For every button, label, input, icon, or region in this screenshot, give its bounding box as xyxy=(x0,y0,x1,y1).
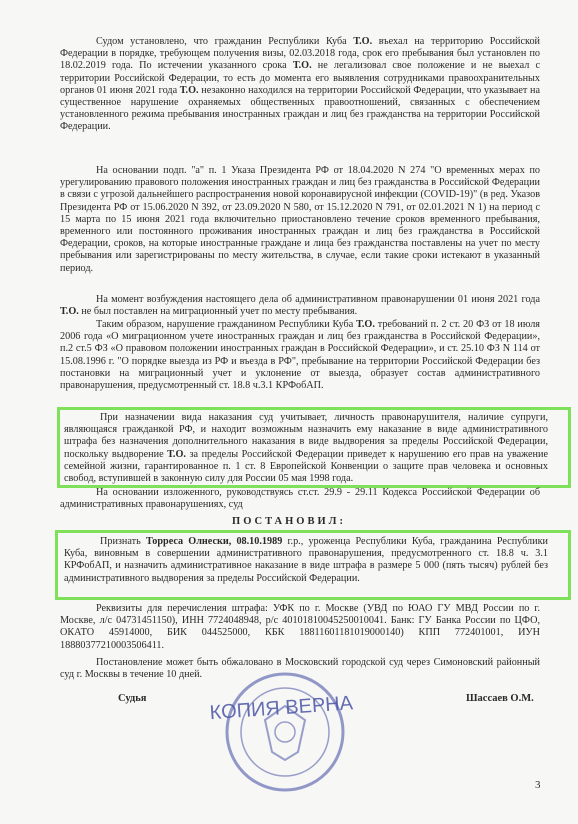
stamp-text: КОПИЯ ВЕРНА xyxy=(208,692,354,725)
paragraph-penalty: При назначении вида наказания суд учитывает, личность правонарушителя, наличие супруги, являющаяся гражданкой РФ, и находит возможным назначить ему наказание в виде административного штрафа без назначения дополнительного наказания в виде выдворения за пределы Российской Федерации, поскольку выдворение Т.О. за пределы Российской Федерации приведет к нарушению его прав на уважение семейной жизни, гарантированное п. 1 ст. 8 Европейской Конвенции о защите прав человека и основных свобод, вступившей в законную силу для России 05 мая 1998 года. xyxy=(64,412,548,485)
paragraph-violation: Таким образом, нарушение гражданином Республики Куба Т.О. требований п. 2 ст. 20 ФЗ от 18 июля 2006 года «О миграционном учете иностранных граждан и лиц без гражданства в Российской Федерации», п.2 ст.5 ФЗ «О правовом положении иностранных граждан в Российской Федерации», и ст. 25.10 ФЗ N 114 от 15.08.1996 г. "О порядке выезда из РФ и въезда в РФ", пребывание на территории Российской Федерации без постановки на миграционный учет и уклонение от выезда, образует состав административного правонарушения, предусмотренный ст. 18.8 ч.3.1 КРФобАП. xyxy=(60,319,540,392)
paragraph-registration: На момент возбуждения настоящего дела об административном правонарушении 01 июня 2021 года Т.О. не был поставлен на миграционный учет по месту пребывания. xyxy=(60,294,540,318)
resolution-heading: ПОСТАНОВИЛ: xyxy=(232,516,346,527)
judge-label: Судья xyxy=(118,693,147,704)
paragraph-appeal: Постановление может быть обжаловано в Московский городской суд через Симоновский районный суд г. Москвы в течение 10 дней. xyxy=(60,657,540,681)
court-seal-stamp xyxy=(200,662,370,802)
paragraph-verdict: Признать Торреса Олнески, 08.10.1989 г.р., уроженца Республики Куба, гражданина Республики Куба, виновным в совершении административного правонарушения, предусмотренного ст. 18.8 ч. 3.1 КРФобАП, и назначить административное наказание в виде штрафа в размере 5 000 (пять тысяч) рублей без административного выдворения за пределы Российской Федерации. xyxy=(64,536,548,584)
page-number: 3 xyxy=(535,779,541,791)
paragraph-facts: Судом установлено, что гражданин Республики Куба Т.О. въехал на территорию Российской Федерации в порядке, требующем получения визы, 02.03.2018 года, срок его пребывания был установлен по 18.02.2019 года. По истечении указанного срока Т.О. не легализовал свое положение и не выехал с территории Российской Федерации, то есть до момента его выявления сотрудниками правоохранительных органов 01 июня 2021 года Т.О. незаконно находился на территории Российской Федерации, что указывает на существенное нарушение охраняемых общественных правоотношений, связанных с обеспечением установленного режима пребывания иностранных граждан и лиц без гражданства на территории Российской Федерации. xyxy=(60,36,541,133)
paragraph-payment-details: Реквизиты для перечисления штрафа: УФК по г. Москве (УВД по ЮАО ГУ МВД России по г. Москве, л/с 04731451150), ИНН 7724048948, р/с 40101810045250010041. Банк: ГУ Банка России по ЦФО, ОКАТО 45914000, БИК 044525000, КБК 18811601181019000140) КПП 772401001, ИУН 18880377210003506411. xyxy=(60,603,540,651)
paragraph-grounds: На основании изложенного, руководствуясь ст.ст. 29.9 - 29.11 Кодекса Российской Федерации об административных правонарушениях, суд xyxy=(60,487,540,511)
paragraph-decree: На основании подп. "а" п. 1 Указа Президента РФ от 18.04.2020 N 274 "О временных мерах по урегулированию правового положения иностранных граждан и лиц без гражданства в Российской Федерации в связи с угрозой дальнейшего распространения новой коронавирусной инфекции (COVID-19)" (в ред. Указов Президента РФ от 15.06.2020 N 392, от 23.09.2020 N 580, от 15.12.2020 N 791, от 02.01.2021 N 1) на период с 15 марта по 15 июня 2021 года включительно приостановлено течение сроков временного пребывания, временного или постоянного проживания иностранных граждан и лиц без гражданства в Российской Федерации, сроков, на которые иностранные граждане и лица без гражданства поставлены на учет по месту пребывания или зарегистрированы по месту жительства, в случае, если такие сроки истекают в указанный период. xyxy=(60,165,540,274)
judge-name: Шассаев О.М. xyxy=(466,693,534,704)
